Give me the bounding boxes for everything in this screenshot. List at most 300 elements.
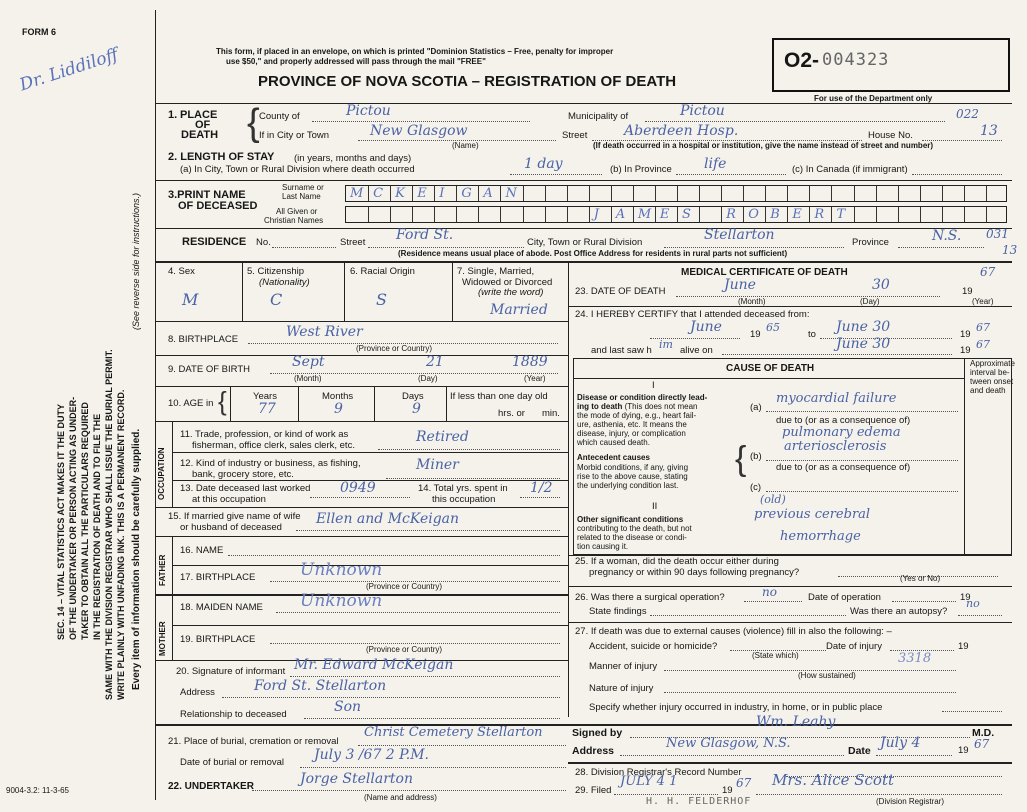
name-sublabel: (Name) — [452, 141, 479, 150]
given-letter-box[interactable] — [478, 207, 500, 222]
residence-city-value[interactable]: Stellarton — [704, 227, 775, 243]
q26-yr-prefix: 19 — [960, 592, 971, 603]
q11-value[interactable]: Retired — [416, 429, 469, 445]
autopsy-label: Was there an autopsy? — [850, 606, 948, 617]
given-letter-box[interactable] — [942, 207, 964, 222]
street-value[interactable]: Aberdeen Hosp. — [624, 123, 739, 139]
doctor-address-label: Address — [572, 745, 615, 757]
form-title: PROVINCE OF NOVA SCOTIA – REGISTRATION OF DEATH — [258, 73, 677, 90]
marital-value[interactable]: Married — [490, 302, 548, 318]
given-letter-box[interactable] — [699, 207, 721, 222]
residence-street-label: Street — [340, 237, 366, 248]
surname-letter-box[interactable] — [500, 186, 522, 201]
other-1: Other significant conditions — [577, 515, 684, 524]
father-side-label: FATHER — [158, 554, 167, 586]
given-letter: M — [637, 207, 652, 222]
given-letter: E — [659, 207, 670, 222]
given-letter-box[interactable] — [567, 207, 589, 222]
given-letter: R — [726, 207, 736, 222]
act-line-3: TAKER TO OBTAIN ALL THE PARTICULARS REQUIRED — [80, 402, 90, 640]
registrar-signature[interactable]: Mrs. Alice Scott — [772, 771, 894, 789]
informant-sig-value[interactable]: Mr. Edward McKeigan — [294, 657, 454, 673]
min-label: min. — [542, 408, 560, 419]
residence-code-b: 13 — [1002, 243, 1018, 257]
q12-value[interactable]: Miner — [416, 457, 459, 473]
q26-findings-label: State findings — [589, 606, 647, 617]
manner-label: Manner of injury — [589, 661, 658, 672]
stay-label: 2. LENGTH OF STAY — [168, 151, 275, 163]
q26-value[interactable]: no — [762, 585, 777, 599]
cause-b-label: (b) — [750, 451, 762, 462]
autopsy-value[interactable]: no — [966, 597, 980, 610]
undertaker-value[interactable]: Jorge Stellarton — [300, 771, 413, 787]
given-letter: A — [615, 207, 626, 222]
given-letter-box[interactable] — [876, 207, 898, 222]
sign-yr-prefix: 19 — [958, 745, 969, 756]
given-letter-box[interactable] — [545, 207, 567, 222]
given-letter-box[interactable] — [611, 207, 633, 222]
stay-a-label: (a) In City, Town or Rural Division where death occurred — [180, 164, 415, 175]
informant-addr-value[interactable]: Ford St. Stellarton — [254, 678, 387, 694]
surname-letter: C — [373, 186, 384, 201]
informant-rel-value[interactable]: Son — [334, 699, 362, 715]
mail-notice-2: use $50," and properly addressed will pass through the mail "FREE" — [226, 57, 486, 66]
name-label-b: OF DECEASED — [178, 200, 258, 212]
given-letter-box[interactable] — [920, 207, 942, 222]
surname-letter-box[interactable] — [434, 186, 456, 201]
q11-label-2: fisherman, office clerk, sales clerk, etc. — [192, 440, 355, 451]
residence-street-value[interactable]: Ford St. — [396, 227, 454, 243]
reg-number: 004323 — [822, 50, 890, 70]
surname-letter-box[interactable] — [655, 186, 677, 201]
q23-month[interactable]: June — [724, 277, 756, 293]
surname-letter-box[interactable] — [898, 186, 920, 201]
given-letter-box[interactable] — [390, 207, 412, 222]
spouse-label-b: or husband of deceased — [180, 522, 282, 533]
citizenship-sub: (Nationality) — [259, 277, 310, 288]
md-label: M.D. — [972, 727, 995, 739]
given-letter-box[interactable] — [434, 207, 456, 222]
given-letter-box[interactable] — [346, 207, 368, 222]
surname-letter-box[interactable] — [478, 186, 500, 201]
name-label-a: 3.PRINT NAME — [168, 189, 246, 201]
sex-label: 4. Sex — [168, 266, 195, 277]
q12-label-1: 12. Kind of industry or business, as fishing, — [180, 458, 361, 469]
given-letter: O — [748, 207, 759, 222]
given-letter-box[interactable] — [898, 207, 920, 222]
given-letter-box[interactable] — [368, 207, 390, 222]
act-line-6: WRITE PLAINLY WITH UNFADING INK. THIS IS A PERMANENT RECORD. — [116, 389, 126, 700]
direct-4: the mode of dying, e.g., heart fail- — [577, 411, 697, 420]
direct-7: which caused death. — [577, 438, 650, 447]
surname-letter: A — [483, 186, 493, 201]
undertaker-label: 22. UNDERTAKER — [168, 781, 254, 792]
mother-birth-label: 19. BIRTHPLACE — [180, 634, 256, 645]
given-letter-box[interactable] — [831, 207, 853, 222]
cause-b-value-2[interactable]: arteriosclerosis — [784, 439, 887, 454]
direct-5: ure, asthenia, etc. It means the — [577, 420, 687, 429]
q13-label-1: 13. Date deceased last worked — [180, 483, 311, 494]
age-months-label: Months — [322, 391, 354, 402]
given-letter-box[interactable] — [655, 207, 677, 222]
q23-month-label: (Month) — [738, 297, 766, 306]
surname-letter-box[interactable] — [390, 186, 412, 201]
q11-label-1: 11. Trade, profession, or kind of work as — [180, 429, 349, 440]
given-letter-box[interactable] — [765, 207, 787, 222]
due-to-2: due to (or as a consequence of) — [776, 462, 911, 473]
place-label-c: DEATH — [181, 129, 219, 141]
q23-year[interactable]: 67 — [980, 265, 996, 279]
direct-3: (This does not mean — [624, 402, 698, 411]
specify-label: Specify whether injury occurred in industry, in home, or in public place — [589, 702, 883, 713]
signed-by-value[interactable]: Wm. Leahy — [756, 714, 836, 730]
residence-note: (Residence means usual place of abode. Post Office Address for residents in rural parts not sufficient) — [398, 249, 788, 258]
doctor-address-value[interactable]: New Glasgow, N.S. — [666, 736, 791, 751]
surname-letter-box[interactable] — [986, 186, 1008, 201]
q23-day[interactable]: 30 — [872, 277, 890, 293]
q26-label: 26. Was there a surgical operation? — [575, 592, 725, 603]
surname-letter-box[interactable] — [545, 186, 567, 201]
given-letter: B — [770, 207, 780, 222]
cause-a-label: (a) — [750, 402, 762, 413]
residence-city-label: City, Town or Rural Division — [527, 237, 643, 248]
age-label: 10. AGE in — [168, 398, 214, 409]
alive-year[interactable]: 67 — [976, 338, 990, 351]
interval-4: and death — [970, 386, 1006, 395]
cause-b-value-1[interactable]: pulmonary edema — [782, 425, 901, 440]
surname-letter-box[interactable] — [699, 186, 721, 201]
cause-title: CAUSE OF DEATH — [726, 363, 815, 374]
act-line-1: SEC. 14 – VITAL STATISTICS ACT MAKES IT THE DUTY — [56, 403, 66, 640]
city-label: If in City or Town — [259, 130, 330, 141]
stay-sublabel: (in years, months and days) — [294, 153, 412, 164]
attended-to-yr-prefix: 19 — [960, 329, 971, 340]
q14-label-1: 14. Total yrs. spent in — [418, 483, 508, 494]
informant-addr-label: Address — [180, 687, 215, 698]
alive-label: alive on — [680, 345, 713, 356]
mother-maiden-label: 18. MAIDEN NAME — [180, 602, 263, 613]
surname-letter-box[interactable] — [765, 186, 787, 201]
q25-yes-no: (Yes or No) — [900, 574, 941, 583]
given-letter-box[interactable] — [412, 207, 434, 222]
undertaker-sub: (Name and address) — [364, 793, 437, 802]
mother-side-label: MOTHER — [158, 621, 167, 656]
surname-letter-box[interactable] — [677, 186, 699, 201]
surname-letter-box[interactable] — [809, 186, 831, 201]
medical-title: MEDICAL CERTIFICATE OF DEATH — [681, 267, 848, 278]
antecedent-3: rise to the above cause, stating — [577, 472, 688, 481]
cause-a-value[interactable]: myocardial failure — [776, 391, 897, 406]
dob-month[interactable]: Sept — [292, 354, 325, 370]
dob-year-label: (Year) — [524, 374, 546, 383]
birthplace-sublabel: (Province or Country) — [356, 344, 433, 353]
age-years-label: Years — [253, 391, 277, 402]
act-line-2: OF THE UNDERTAKER OR PERSON ACTING AS UNDER- — [68, 396, 78, 640]
manner-value[interactable]: 3318 — [898, 651, 932, 666]
hospital-note: (If death occurred in a hospital or institution, give the name instead of street and number) — [593, 141, 934, 150]
supply-notice: Every item of information should be carefully supplied. — [131, 428, 142, 690]
antecedent-1: Antecedent causes — [577, 453, 650, 462]
q13-value[interactable]: 0949 — [340, 480, 376, 496]
residence-no-label: No. — [256, 237, 271, 248]
filed-year[interactable]: 67 — [736, 776, 752, 790]
given-letter-boxes[interactable] — [345, 206, 1007, 223]
alive-yr-prefix: 19 — [960, 345, 971, 356]
last-saw-label: and last saw h — [591, 345, 652, 356]
city-value[interactable]: New Glasgow — [370, 123, 468, 139]
other-2: contributing to the death, but not — [577, 524, 692, 533]
attended-to-year[interactable]: 67 — [976, 321, 990, 334]
surname-letter-box[interactable] — [523, 186, 545, 201]
marital-label-3: (write the word) — [478, 287, 544, 298]
surname-letter-box[interactable] — [831, 186, 853, 201]
margin-note: Dr. Liddiloff — [17, 44, 121, 96]
stay-b-label: (b) In Province — [610, 164, 672, 175]
filed-yr-prefix: 19 — [722, 785, 733, 796]
given-letter-box[interactable] — [854, 207, 876, 222]
alive-value[interactable]: June 30 — [836, 336, 891, 352]
surname-label-b: Last Name — [282, 192, 321, 201]
q24-label: 24. I HEREBY CERTIFY that I attended deceased from: — [575, 309, 810, 320]
house-value[interactable]: 13 — [980, 123, 998, 139]
burial-date-label: Date of burial or removal — [180, 757, 285, 768]
surname-letter-box[interactable] — [854, 186, 876, 201]
surname-letter-box[interactable] — [743, 186, 765, 201]
municipality-value[interactable]: Pictou — [680, 103, 725, 119]
state-which-label: (State which) — [752, 651, 799, 660]
act-line-4: IN THE REGISTRATION OF DEATH AND TO FILE THE — [92, 413, 102, 640]
given-letter-box[interactable] — [743, 207, 765, 222]
sign-year[interactable]: 67 — [974, 737, 990, 751]
q23-label: 23. DATE OF DEATH — [575, 286, 666, 297]
surname-letter-box[interactable] — [567, 186, 589, 201]
surname-letter-box[interactable] — [456, 186, 478, 201]
marital-label-1: 7. Single, Married, — [457, 266, 535, 277]
age-days-label: Days — [402, 391, 424, 402]
due-to-1: due to (or as a consequence of) — [776, 415, 911, 426]
informant-rel-label: Relationship to deceased — [180, 709, 287, 720]
q26-date-label: Date of operation — [808, 592, 881, 603]
surname-letter-box[interactable] — [964, 186, 986, 201]
interval-2: interval be- — [970, 368, 1010, 377]
surname-letter-box[interactable] — [942, 186, 964, 201]
surname-letter: G — [461, 186, 472, 201]
last-saw-h[interactable]: im — [659, 338, 673, 351]
injury-date-label: Date of injury — [826, 641, 882, 652]
race-label: 6. Racial Origin — [350, 266, 415, 277]
given-letter-box[interactable] — [986, 207, 1008, 222]
form-code: 9004-3.2: 11-3-65 — [6, 786, 70, 795]
q23-day-label: (Day) — [860, 297, 880, 306]
given-letter-box[interactable] — [456, 207, 478, 222]
reverse-note: (See reverse side for instructions.) — [131, 192, 141, 330]
reg-prefix: O2- — [784, 49, 820, 72]
given-letter-box[interactable] — [964, 207, 986, 222]
q25-line-1: 25. If a woman, did the death occur either during — [575, 556, 779, 567]
mail-notice-1: This form, if placed in an envelope, on which is printed "Dominion Statistics – Free, penalty for improper — [216, 47, 614, 56]
given-label-b: Christian Names — [264, 216, 324, 225]
attended-from-yr-prefix: 19 — [750, 329, 761, 340]
surname-letter: N — [505, 186, 517, 201]
form-number: FORM 6 — [22, 27, 57, 37]
surname-letter-box[interactable] — [412, 186, 434, 201]
residence-code-a: 031 — [986, 227, 1009, 241]
given-letter-box[interactable] — [787, 207, 809, 222]
burial-date-value[interactable]: July 3 /67 2 P.M. — [314, 747, 429, 763]
other-3: related to the disease or condi- — [577, 533, 687, 542]
registrar-sublabel: (Division Registrar) — [876, 797, 945, 806]
surname-letter-box[interactable] — [787, 186, 809, 201]
citizenship-label: 5. Citizenship — [247, 266, 305, 277]
age-days-value[interactable]: 9 — [412, 401, 421, 417]
filed-label: 29. Filed — [575, 785, 612, 796]
dob-label: 9. DATE OF BIRTH — [168, 364, 250, 375]
spouse-label-a: 15. If married give name of wife — [168, 511, 301, 522]
given-letter-box[interactable] — [677, 207, 699, 222]
interval-3: tween onset — [970, 377, 1014, 386]
given-letter-box[interactable] — [809, 207, 831, 222]
given-letter-box[interactable] — [589, 207, 611, 222]
q12-label-2: bank, grocery store, etc. — [192, 469, 294, 480]
surname-letter-box[interactable] — [368, 186, 390, 201]
given-letter: J — [593, 207, 599, 222]
given-letter: E — [792, 207, 802, 222]
residence-label: RESIDENCE — [182, 236, 247, 248]
attended-from-year[interactable]: 65 — [766, 321, 780, 334]
surname-letter-box[interactable] — [611, 186, 633, 201]
stay-c-label: (c) In Canada (if immigrant) — [792, 164, 908, 175]
how-sustained-label: (How sustained) — [798, 671, 856, 680]
given-letter: R — [814, 207, 825, 222]
roman-2: II — [652, 501, 658, 512]
marital-label-2: Widowed or Divorced — [462, 277, 553, 288]
house-label: House No. — [868, 130, 913, 141]
surname-letter-box[interactable] — [589, 186, 611, 201]
q25-line-2: pregnancy or within 90 days following pregnancy? — [589, 567, 800, 578]
registrar-stamp: H. H. FELDERHOF — [646, 796, 752, 807]
burial-place-value[interactable]: Christ Cemetery Stellarton — [364, 725, 543, 740]
surname-letter: I — [439, 186, 445, 201]
county-label: County of — [259, 111, 300, 122]
birthplace-label: 8. BIRTHPLACE — [168, 334, 239, 345]
surname-letter: M — [350, 186, 364, 201]
province-value[interactable]: N.S. — [932, 228, 962, 244]
sign-date-value[interactable]: July 4 — [880, 735, 921, 751]
surname-letter-box[interactable] — [876, 186, 898, 201]
place-label-a: PLACE — [180, 109, 218, 121]
q13-label-2: at this occupation — [192, 494, 266, 505]
age-months-value[interactable]: 9 — [334, 401, 343, 417]
q23-yr-prefix: 19 — [962, 286, 973, 297]
mother-birth-sub: (Province or Country) — [366, 645, 443, 654]
roman-1: I — [652, 380, 655, 391]
department-use: For use of the Department only — [814, 94, 933, 103]
surname-letter-box[interactable] — [721, 186, 743, 201]
given-letter-box[interactable] — [523, 207, 545, 222]
other-value-3[interactable]: hemorrhage — [780, 529, 861, 544]
registration-number-box — [772, 38, 1010, 92]
given-letter-box[interactable] — [721, 207, 743, 222]
given-letter-box[interactable] — [633, 207, 655, 222]
surname-letter-box[interactable] — [920, 186, 942, 201]
other-4: tion causing it. — [577, 542, 629, 551]
municipality-code: 022 — [956, 107, 979, 121]
direct-2: ing to death — [577, 402, 623, 411]
given-letter-box[interactable] — [500, 207, 522, 222]
occupation-side-label: OCCUPATION — [157, 447, 166, 500]
dob-month-label: (Month) — [294, 374, 322, 383]
interval-1: Approximate — [970, 359, 1015, 368]
spouse-value[interactable]: Ellen and McKeigan — [316, 511, 460, 527]
age-years-value[interactable]: 77 — [258, 401, 276, 417]
informant-sig-label: 20. Signature of informant — [176, 666, 286, 677]
record-number-label: 28. Division Registrar's Record Number — [575, 767, 742, 778]
surname-letter-boxes[interactable] — [345, 185, 1007, 202]
street-label: Street — [562, 130, 588, 141]
father-name-label: 16. NAME — [180, 545, 224, 556]
sex-value[interactable]: M — [182, 290, 199, 309]
stay-b-value[interactable]: life — [704, 156, 727, 172]
citizenship-value[interactable]: C — [270, 290, 283, 309]
hrs-label: hrs. or — [498, 408, 525, 419]
dob-year[interactable]: 1889 — [512, 354, 548, 370]
q14-label-2: this occupation — [432, 494, 496, 505]
father-birth-value[interactable]: Unknown — [300, 560, 383, 580]
municipality-label: Municipality of — [568, 111, 629, 122]
antecedent-4: the underlying condition last. — [577, 481, 679, 490]
cause-c-label: (c) — [750, 482, 762, 493]
signed-by-label: Signed by — [572, 727, 623, 739]
act-line-5: SAME WITH THE DIVISION REGISTRAR WHO SHALL ISSUE THE BURIAL PERMIT. — [104, 349, 114, 700]
q14-value[interactable]: 1/2 — [530, 480, 553, 496]
to-label: to — [808, 329, 816, 340]
q23-year-label: (Year) — [972, 297, 994, 306]
surname-letter-box[interactable] — [633, 186, 655, 201]
province-label: Province — [852, 237, 889, 248]
race-value[interactable]: S — [376, 290, 387, 309]
dob-day[interactable]: 21 — [426, 354, 444, 370]
given-letter: S — [682, 207, 691, 222]
given-letter: T — [836, 207, 846, 222]
birthplace-value[interactable]: West River — [286, 324, 363, 340]
surname-label-a: Surname or — [282, 183, 324, 192]
sign-date-label: Date — [848, 745, 871, 757]
stay-a-value[interactable]: 1 day — [524, 156, 563, 172]
attended-from[interactable]: June — [690, 319, 722, 335]
accident-label: Accident, suicide or homicide? — [589, 641, 718, 652]
surname-letter: E — [417, 186, 427, 201]
other-value-1[interactable]: (old) — [760, 493, 786, 506]
surname-letter-box[interactable] — [346, 186, 368, 201]
father-birth-label: 17. BIRTHPLACE — [180, 572, 256, 583]
place-num: 1. — [168, 109, 178, 121]
other-value-2[interactable]: previous cerebral — [754, 507, 871, 522]
given-label-a: All Given or — [276, 207, 318, 216]
nature-label: Nature of injury — [589, 683, 654, 694]
county-value[interactable]: Pictou — [346, 103, 391, 119]
surname-letter: K — [395, 186, 405, 201]
father-birth-sub: (Province or Country) — [366, 582, 443, 591]
place-label-b: OF — [195, 119, 211, 131]
less-than-day-label: If less than one day old — [450, 391, 548, 402]
filed-value[interactable]: JULY 4 1 — [620, 774, 678, 789]
injury-yr-prefix: 19 — [958, 641, 969, 652]
burial-place-label: 21. Place of burial, cremation or removal — [168, 736, 339, 747]
mother-maiden-value[interactable]: Unknown — [300, 591, 383, 611]
attended-to[interactable]: June 30 — [836, 319, 891, 335]
direct-6: disease, injury, or complication — [577, 429, 686, 438]
direct-1: Disease or condition directly lead- — [577, 393, 708, 402]
